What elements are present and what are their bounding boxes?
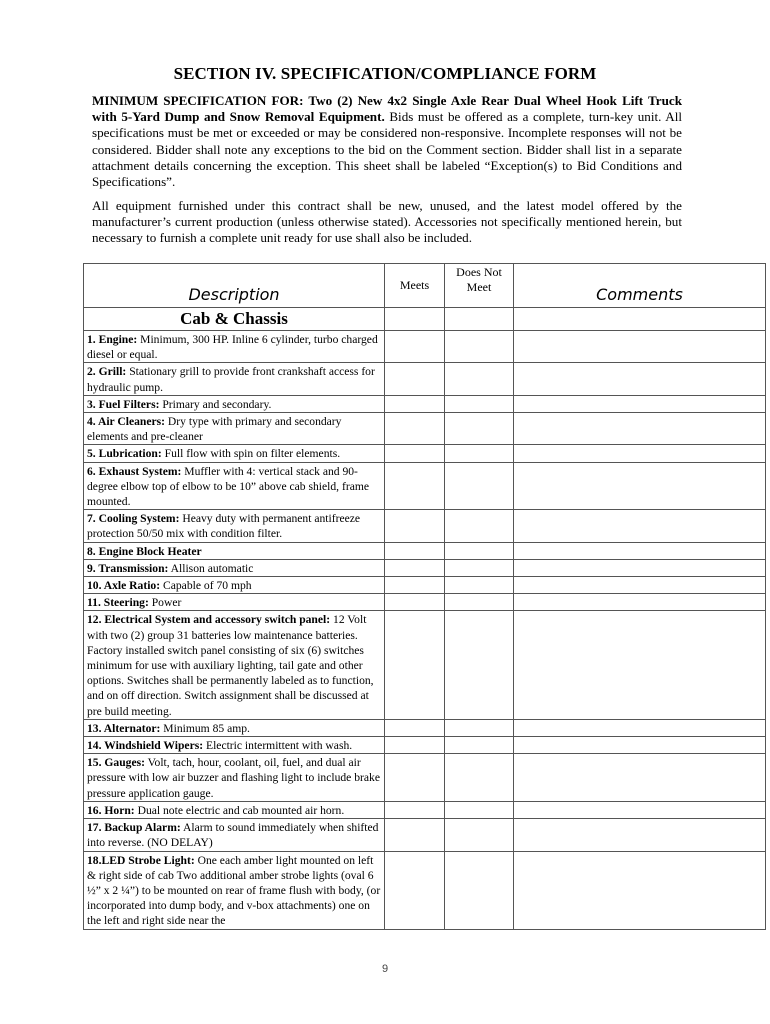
comments-cell[interactable] bbox=[514, 413, 766, 445]
spec-item-description bbox=[84, 737, 385, 754]
spec-item-label: 15. Gauges: bbox=[87, 756, 145, 770]
does-not-meet-cell[interactable] bbox=[445, 754, 514, 802]
spec-item-description bbox=[84, 754, 385, 802]
does-not-meet-cell[interactable] bbox=[445, 577, 514, 594]
comments-cell[interactable] bbox=[514, 801, 766, 818]
meets-cell[interactable] bbox=[385, 308, 445, 331]
table-row bbox=[84, 719, 766, 736]
table-row bbox=[84, 737, 766, 754]
spec-item-description bbox=[84, 801, 385, 818]
table-row bbox=[84, 462, 766, 510]
comments-cell[interactable] bbox=[514, 395, 766, 412]
spec-item-text: Electric intermittent with wash. bbox=[203, 739, 353, 753]
comments-cell[interactable] bbox=[514, 510, 766, 542]
spec-item-label: 2. Grill: bbox=[87, 365, 127, 379]
comments-cell[interactable] bbox=[514, 719, 766, 736]
table-row bbox=[84, 542, 766, 559]
does-not-meet-cell[interactable] bbox=[445, 611, 514, 719]
spec-item-description bbox=[84, 413, 385, 445]
does-not-meet-cell[interactable] bbox=[445, 510, 514, 542]
table-row bbox=[84, 445, 766, 462]
comments-cell[interactable] bbox=[514, 363, 766, 395]
does-not-meet-cell[interactable] bbox=[445, 542, 514, 559]
spec-item-label: 3. Fuel Filters: bbox=[87, 397, 160, 411]
spec-item-label: 14. Windshield Wipers: bbox=[87, 739, 204, 753]
spec-item-text: Full flow with spin on filter elements. bbox=[161, 447, 341, 461]
does-not-meet-cell[interactable] bbox=[445, 559, 514, 576]
spec-item-description bbox=[84, 445, 385, 462]
table-row bbox=[84, 510, 766, 542]
does-not-meet-cell[interactable] bbox=[445, 594, 514, 611]
meets-cell[interactable] bbox=[385, 413, 445, 445]
spec-item-description bbox=[84, 611, 385, 719]
does-not-meet-cell[interactable] bbox=[445, 819, 514, 851]
spec-item-label: 4. Air Cleaners: bbox=[87, 415, 166, 429]
spec-item-text: Alarm to sound immediately when shifted into reverse. (NO DELAY) bbox=[87, 821, 379, 850]
comments-cell[interactable] bbox=[514, 462, 766, 510]
spec-item-text: Primary and secondary. bbox=[159, 397, 272, 411]
spec-item-label: 18.LED Strobe Light: bbox=[87, 853, 195, 867]
header-comments: Comments bbox=[514, 264, 766, 308]
meets-cell[interactable] bbox=[385, 754, 445, 802]
spec-item-text: Power bbox=[148, 596, 182, 610]
meets-cell[interactable] bbox=[385, 395, 445, 412]
spec-item-text: Volt, tach, hour, coolant, oil, fuel, and dual air pressure with low air buzzer and flashing light to include brake pressure application gauge. bbox=[87, 756, 380, 800]
spec-item-label: 9. Transmission: bbox=[87, 561, 169, 575]
spec-item-label: 13. Alternator: bbox=[87, 721, 161, 735]
spec-item-label: 1. Engine: bbox=[87, 333, 138, 346]
table-row bbox=[84, 754, 766, 802]
meets-cell[interactable] bbox=[385, 445, 445, 462]
table-row bbox=[84, 801, 766, 818]
spec-item-text: Allison automatic bbox=[168, 561, 254, 575]
does-not-meet-cell[interactable] bbox=[445, 719, 514, 736]
meets-cell[interactable] bbox=[385, 559, 445, 576]
spec-item-text: 12 Volt with two (2) group 31 batteries low maintenance batteries. Factory installed switch panel consisting of six (6) switches minimum for use with auxiliary lighting, tail gate and other options. Switches shall be permanently labeled as to function, and on off direction. Switch assignment shall be discussed at pre build meeting. bbox=[87, 613, 374, 718]
header-description: Description bbox=[84, 264, 385, 308]
section-row bbox=[84, 308, 766, 331]
spec-item-description bbox=[84, 331, 385, 363]
spec-item-description bbox=[84, 851, 385, 929]
spec-item-label: 6. Exhaust System: bbox=[87, 464, 182, 478]
table-row bbox=[84, 363, 766, 395]
spec-item-label: 8. Engine Block Heater bbox=[87, 544, 202, 558]
spec-item-label: 17. Backup Alarm: bbox=[87, 821, 181, 835]
comments-cell[interactable] bbox=[514, 559, 766, 576]
comments-cell[interactable] bbox=[514, 577, 766, 594]
table-row bbox=[84, 395, 766, 412]
spec-item-text: One each amber light mounted on left & right side of cab Two additional amber strobe lights (oval 6 ½” x 2 ¼”) to be mounted on rear of frame flush with body, (or incorporated into dump body, and v-box attachments) one on the left and right side near the bbox=[87, 853, 381, 928]
meets-cell[interactable] bbox=[385, 594, 445, 611]
meets-cell[interactable] bbox=[385, 510, 445, 542]
spec-item-label: 11. Steering: bbox=[87, 596, 149, 610]
page-title: SECTION IV. SPECIFICATION/COMPLIANCE FORM bbox=[173, 64, 597, 83]
table-body bbox=[84, 308, 766, 930]
does-not-meet-cell[interactable] bbox=[445, 462, 514, 510]
table-header-row bbox=[84, 264, 766, 308]
spec-item-text: Heavy duty with permanent antifreeze protection 50/50 mix with condition filter. bbox=[87, 512, 361, 541]
compliance-table bbox=[83, 263, 766, 930]
comments-cell[interactable] bbox=[514, 819, 766, 851]
spec-item-description bbox=[84, 819, 385, 851]
spec-item-label: 12. Electrical System and accessory switch panel: bbox=[87, 613, 331, 627]
comments-cell[interactable] bbox=[514, 737, 766, 754]
comments-cell[interactable] bbox=[514, 542, 766, 559]
meets-cell[interactable] bbox=[385, 542, 445, 559]
header-does-not-meet: Does Not Meet bbox=[445, 264, 514, 308]
page-number: 9 bbox=[381, 963, 389, 975]
spec-item-description bbox=[84, 559, 385, 576]
spec-item-text: Dry type with primary and secondary elements and pre-cleaner bbox=[87, 415, 342, 444]
table-row bbox=[84, 594, 766, 611]
spec-item-text: Stationary grill to provide front crankshaft access for hydraulic pump. bbox=[87, 365, 375, 394]
does-not-meet-cell[interactable] bbox=[445, 851, 514, 929]
spec-item-description bbox=[84, 577, 385, 594]
spec-item-description bbox=[84, 462, 385, 510]
table-row bbox=[84, 559, 766, 576]
table-row bbox=[84, 611, 766, 719]
meets-cell[interactable] bbox=[385, 577, 445, 594]
comments-cell[interactable] bbox=[514, 851, 766, 929]
spec-item-label: 10. Axle Ratio: bbox=[87, 579, 161, 593]
spec-item-text: Minimum, 300 HP. Inline 6 cylinder, turbo charged diesel or equal. bbox=[87, 333, 378, 362]
intro-paragraph-1 bbox=[92, 93, 682, 190]
comments-cell[interactable] bbox=[514, 754, 766, 802]
spec-item-text: Capable of 70 mph bbox=[160, 579, 252, 593]
meets-cell[interactable] bbox=[385, 819, 445, 851]
spec-item-description bbox=[84, 719, 385, 736]
does-not-meet-cell[interactable] bbox=[445, 737, 514, 754]
spec-item-text: Minimum 85 amp. bbox=[160, 721, 250, 735]
spec-item-description bbox=[84, 363, 385, 395]
comments-cell[interactable] bbox=[514, 611, 766, 719]
meets-cell[interactable] bbox=[385, 363, 445, 395]
does-not-meet-cell[interactable] bbox=[445, 801, 514, 818]
intro-paragraph-2: All equipment furnished under this contract shall be new, unused, and the latest model offered by the manufacturer’s current production (unless otherwise stated). Accessories not specifically mentioned herein, but necessary to furnish a complete unit ready for use shall also be included. bbox=[92, 198, 682, 246]
meets-cell[interactable] bbox=[385, 462, 445, 510]
table-row bbox=[84, 577, 766, 594]
section-title: Cab & Chassis bbox=[84, 308, 385, 331]
meets-cell[interactable] bbox=[385, 737, 445, 754]
spec-item-text: Dual note electric and cab mounted air horn. bbox=[134, 803, 345, 817]
meets-cell[interactable] bbox=[385, 331, 445, 363]
table-row bbox=[84, 331, 766, 363]
does-not-meet-cell[interactable] bbox=[445, 308, 514, 331]
does-not-meet-cell[interactable] bbox=[445, 395, 514, 412]
meets-cell[interactable] bbox=[385, 801, 445, 818]
meets-cell[interactable] bbox=[385, 719, 445, 736]
does-not-meet-cell[interactable] bbox=[445, 413, 514, 445]
spec-item-description bbox=[84, 542, 385, 559]
comments-cell[interactable] bbox=[514, 445, 766, 462]
meets-cell[interactable] bbox=[385, 611, 445, 719]
comments-cell[interactable] bbox=[514, 308, 766, 331]
comments-cell[interactable] bbox=[514, 594, 766, 611]
spec-item-description bbox=[84, 594, 385, 611]
spec-item-label: 16. Horn: bbox=[87, 803, 135, 817]
spec-item-label: 5. Lubrication: bbox=[87, 447, 162, 461]
table-row bbox=[84, 851, 766, 929]
table-row bbox=[84, 413, 766, 445]
intro-paragraph-1-text: Bids must be offered as a complete, turn-key unit. All specifications must be met or exceeded or may be considered non-responsive. Incomplete responses will not be considered. Bidder shall note any exceptions to the bid on the Comment section. Bidder shall list in a separate attachment details concerning the exception. This sheet shall be labeled “Exception(s) to Bid Conditions and Specifications”. bbox=[92, 109, 683, 190]
does-not-meet-cell[interactable] bbox=[445, 445, 514, 462]
does-not-meet-cell[interactable] bbox=[445, 331, 514, 363]
table-row bbox=[84, 819, 766, 851]
comments-cell[interactable] bbox=[514, 331, 766, 363]
does-not-meet-cell[interactable] bbox=[445, 363, 514, 395]
spec-item-description bbox=[84, 510, 385, 542]
spec-item-text: Muffler with 4: vertical stack and 90-degree elbow top of elbow to be 10” above cab shield, frame mounted. bbox=[87, 464, 370, 509]
meets-cell[interactable] bbox=[385, 851, 445, 929]
spec-item-description bbox=[84, 395, 385, 412]
spec-item-label: 7. Cooling System: bbox=[87, 512, 180, 526]
minimum-spec-heading: MINIMUM SPECIFICATION FOR: Two (2) New 4x2 Single Axle Rear Dual Wheel Hook Lift Truck with 5-Yard Dump and Snow Removal Equipment. bbox=[92, 93, 682, 125]
header-meets: Meets bbox=[385, 264, 445, 308]
